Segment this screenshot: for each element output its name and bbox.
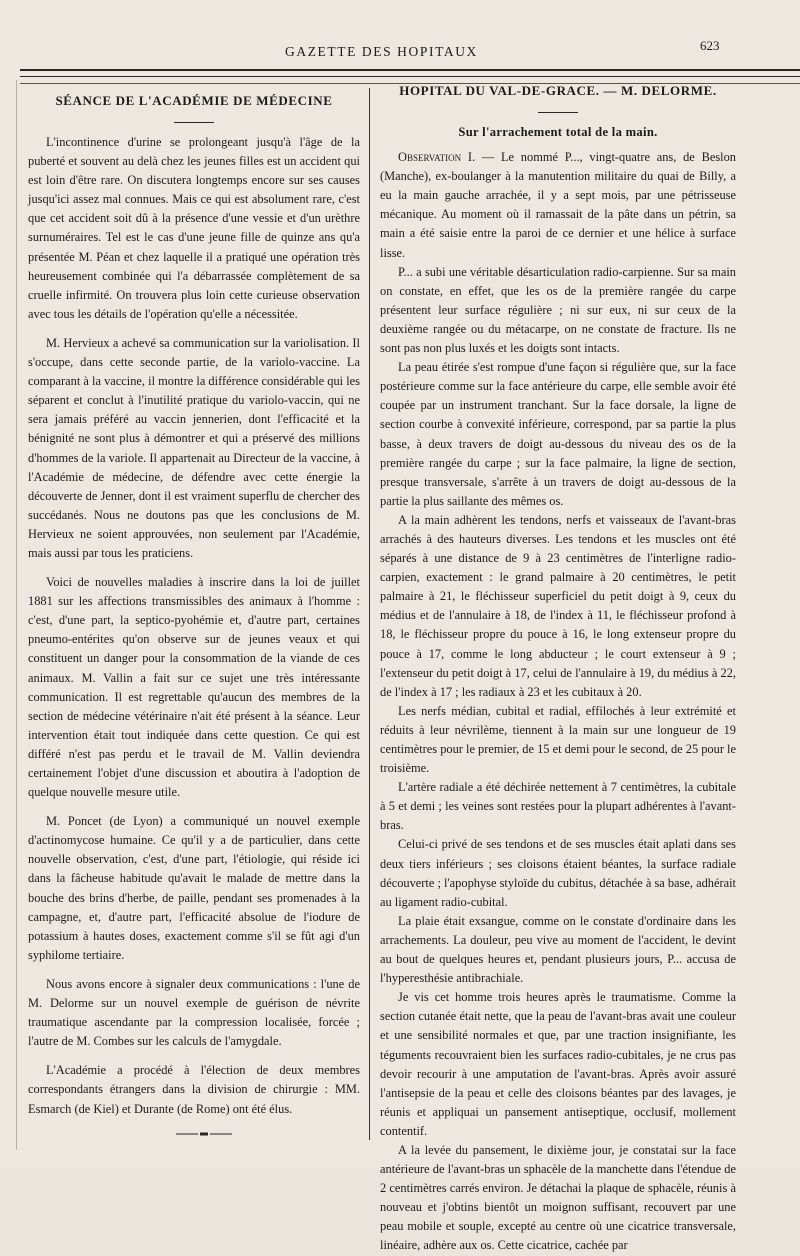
journal-title: GAZETTE DES HOPITAUX bbox=[285, 44, 478, 59]
paragraph-text: — Le nommé P..., vingt-quatre ans, de Beslon (Manche), ex-boulanger à la manutention militaire du quai de Billy, a eu la main gauche arrachée, il y a sept mois, par une pétrisseuse mécanique. Au moment où il ramassait de la pâte dans un pétrin, sa main a été saisie entre la paroi de ce dernier et une hélice à surface lisse. bbox=[380, 150, 736, 260]
section-heading: SÉANCE DE L'ACADÉMIE DE MÉDECINE bbox=[55, 93, 333, 108]
column-divider bbox=[369, 88, 370, 1140]
paragraph: P... a subi une véritable désarticulation radio-carpienne. Sur sa main on constate, en effet, que les os de la première rangée du carpe présentent leur surface régulière ; ni sur eux, ni sur ceux de la deuxième rangée ou du métacarpe, on ne constate de fracture. Ils ne sont pas non plus luxés et les doigts sont intacts. bbox=[380, 264, 736, 356]
article-subheading: Sur l'arrachement total de la main. bbox=[458, 125, 658, 139]
running-header bbox=[0, 38, 800, 64]
paragraph: Les nerfs médian, cubital et radial, effilochés à leur extrémité et réduits à leur névrilème, tiennent à la main sur une longueur de 19 centimètres pour le premier, de 15 et demi pour le second, de 25 pour le troisième. bbox=[380, 703, 736, 776]
observation-label: Observation I. bbox=[398, 150, 476, 165]
end-ornament bbox=[176, 1132, 232, 1136]
paragraph: L'Académie a procédé à l'élection de deux membres correspondants étrangers dans la division de chirurgie : MM. Esmarch (de Kiel) et Durante (de Rome) ont été élus. bbox=[28, 1063, 360, 1116]
paragraph: M. Hervieux a achevé sa communication sur la variolisation. Il s'occupe, dans cette seconde partie, de la variolo-vaccine. La comparant à la vaccine, il montre la différence considérable qui les séparent et conclut à l'inutilité pratique du variolo-vaccin, qui ne sera jamais préféré au vaccin jennerien, dont l'efficacité et la bénignité ne sont plus à démontrer et qui a préservé des millions d'hommes de la variole. Il appartenait au Directeur de la vaccine, à l'Académie de médecine, de défendre avec cette énergie la découverte de Jenner, dont il est vraiment superflu de chercher des succédanés. Nous ne doutons pas que les conclusions de M. Hervieux ne soient approuvées, non seulement par l'Académie, mais aussi par tous les praticiens. bbox=[28, 335, 360, 560]
heading-rule bbox=[174, 122, 214, 123]
paragraph: L'incontinence d'urine se prolongeant jusqu'à l'âge de la puberté et souvent au delà chez les jeunes filles est un accident qui est loin d'être rare. On discutera longtemps encore sur ses causes jusqu'ici assez mal connues. Mais ce qui est absolument rare, c'est que cet accident soit dû à la présence d'une vessie et d'un urèthre surnuméraires. Tel est le cas d'une jeune fille de quinze ans qu'a présentée M. Péan et chez laquelle il a pratiqué une opération très heureusement combinée qui l'a débarrassée complètement de sa cruelle infirmité. On trouvera plus loin cette curieuse observation avec tous les détails de l'opération qu'elle a nécessitée. bbox=[28, 135, 360, 321]
header-rule bbox=[20, 76, 800, 77]
paragraph: Celui-ci privé de ses tendons et de ses muscles était aplati dans ses deux tiers inférieurs ; ses cloisons étaient béantes, la surface radiale découverte ; l'apophyse styloïde du cubitus, détachée à sa base, adhérait au ligament radio-cubital. bbox=[380, 837, 736, 909]
right-column bbox=[380, 80, 736, 1256]
page-edge-line bbox=[16, 80, 17, 1150]
section-heading: HOPITAL DU VAL-DE-GRACE. — M. DELORME. bbox=[399, 83, 717, 98]
paragraph: La peau étirée s'est rompue d'une façon si régulière que, sur la face postérieure comme sur la face antérieure du carpe, elle semble avoir été coupée par un instrument tranchant. Sur la face dorsale, la ligne de section courbe à convexité inférieure, correspond, par sa partie la plus basse, à deux travers de doigt au-dessous du niveau des os de la première rangée du carpe ; sur la face palmaire, la ligne de section, presque transversale, s'arrête à un travers de doigt au-dessous de la partie la plus saillante des mêmes os. bbox=[380, 360, 736, 508]
paragraph bbox=[380, 148, 736, 263]
header-rule bbox=[20, 69, 800, 71]
paragraph: A la levée du pansement, le dixième jour, je constatai sur la face antérieure de l'avant-bras un sphacèle de la manchette dans l'étendue de 2 centimètres carrés environ. Je détachai la plaque de sphacèle, réunis à nouveau et j'obtins bientôt un moignon suffisant, recouvert par une peau mobile et souple, excepté au centre où une cicatrice transversale, linéaire, adhère aux os. Cette cicatrice, cachée par bbox=[380, 1142, 736, 1253]
paragraph: Je vis cet homme trois heures après le traumatisme. Comme la section cutanée était nette, que la peau de l'avant-bras avait une couleur et une sensibilité normales et que, par une traction insignifiante, les téguments recouvraient bien les surfaces radio-cubitales, je ne crus pas devoir recourir à une amputation de l'avant-bras. Après avoir assuré l'antisepsie de la peau et celle des cloisons béantes par des lavages, je réunis et appliquai un pansement antiseptique, occlusif, mollement contentif. bbox=[380, 990, 736, 1138]
heading-rule bbox=[538, 112, 578, 113]
paragraph: Voici de nouvelles maladies à inscrire dans la loi de juillet 1881 sur les affections transmissibles des animaux à l'homme : c'est, d'une part, la septico-pyohémie et, d'autre part, certaines pneumo-entérites qu'on observe sur de jeunes veaux et qui constituent un danger pour la consommation de la viande de ces animaux. M. Vallin a fait sur ce sujet une très intéressante communication. Il est regrettable qu'aucun des membres de la section de médecine vétérinaire n'ait été présent à la séance. Leur intervention était tout indiquée dans cette question. Ce qui est différé n'est pas perdu et le travail de M. Vallin deviendra certainement l'objet d'une discussion et aboutira à l'adoption de quelque nouvelle mesure utile. bbox=[28, 575, 360, 800]
page-number: 623 bbox=[700, 38, 720, 53]
left-column bbox=[28, 90, 360, 1129]
paragraph: La plaie était exsangue, comme on le constate d'ordinaire dans les arrachements. La douleur, peu vive au moment de l'accident, le devint au bout de quelques heures et, pendant plusieurs jours, P... accusa de l'hyperesthésie antibrachiale. bbox=[380, 913, 736, 986]
paragraph: L'artère radiale a été déchirée nettement à 7 centimètres, la cubitale à 5 et demi ; les veines sont restées pour la plupart adhérentes à l'avant-bras. bbox=[380, 780, 736, 833]
paragraph: A la main adhèrent les tendons, nerfs et vaisseaux de l'avant-bras arrachés à des hauteurs diverses. Les tendons et les muscles ont été séparés à une distance de 9 à 23 centimètres de l'interligne radio-carpien, exactement : le grand palmaire à 20 centimètres, le petit palmaire à 21, le fléchisseur superficiel du petit doigt à 9, ceux du médius et de l'annulaire à 18, de l'index à 11, le fléchisseur profond à 18, le fléchisseur propre du pouce à 16, le long extenseur propre du pouce à 17, comme le long abducteur ; le court extenseur à 9 ; l'extenseur du petit doigt à 17, celui de l'annulaire à 19, du médius à 22, de l'index à 17 ; les radiaux à 23 et les cubitaux à 20. bbox=[380, 512, 736, 699]
paragraph: Nous avons encore à signaler deux communications : l'une de M. Delorme sur un nouvel exemple de guérison de névrite traumatique ascendante par la compression localisée, forcée ; l'autre de M. Combes sur les calculs de l'amygdale. bbox=[28, 976, 360, 1049]
paragraph: M. Poncet (de Lyon) a communiqué un nouvel exemple d'actinomycose humaine. Ce qu'il y a de particulier, dans cette nouvelle observation, c'est, d'une part, l'étiologie, qui réside ici dans la fâcheuse habitude qu'avait le malade de mettre dans la bouche des brins d'herbe, de paille, pendant ses promenades à la campagne, et, d'autre part, l'efficacité absolue de l'iodure de potassium à hautes doses, exactement comme s'il se fût agi d'un syphilome tertiaire. bbox=[28, 814, 360, 962]
